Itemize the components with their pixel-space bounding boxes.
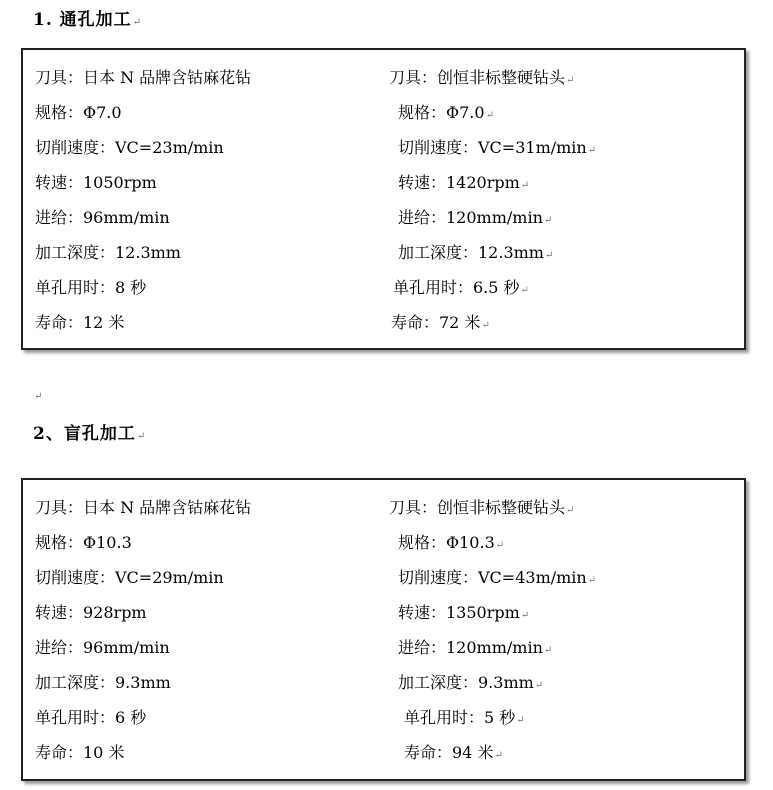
s1-right-speed bbox=[398, 136, 596, 160]
s1-left-life: 寿命：12 米 bbox=[35, 313, 125, 332]
s2-right-time-text: 单孔用时：5 秒 bbox=[404, 708, 516, 727]
paragraph-mark-icon: ↵ bbox=[587, 145, 597, 156]
paragraph-mark-icon: ↵ bbox=[34, 391, 43, 402]
s2-right-feed-text: 进给：120mm/min bbox=[398, 638, 543, 657]
s1-right-life-text: 寿命：72 米 bbox=[391, 313, 481, 332]
paragraph-mark-icon: ↵ bbox=[520, 610, 530, 621]
s2-left-feed: 进给：96mm/min bbox=[35, 638, 170, 657]
s1-left-feed: 进给：96mm/min bbox=[35, 208, 170, 227]
s2-right-depth bbox=[398, 671, 543, 695]
paragraph-mark-icon: ↵ bbox=[566, 505, 575, 516]
s1-left-rpm: 转速：1050rpm bbox=[35, 173, 157, 192]
paragraph-mark-icon: ↵ bbox=[132, 17, 143, 28]
s1-left-time: 单孔用时：8 秒 bbox=[35, 278, 147, 297]
section-2-heading-text: 2、盲孔加工 bbox=[33, 424, 136, 444]
paragraph-mark-icon: ↵ bbox=[544, 250, 554, 261]
s2-right-speed-text: 切削速度：VC=43m/min bbox=[398, 568, 587, 587]
paragraph-mark-icon: ↵ bbox=[543, 645, 553, 656]
s2-left-depth: 加工深度：9.3mm bbox=[35, 673, 171, 692]
s2-right-rpm-text: 转速：1350rpm bbox=[398, 603, 520, 622]
s2-right-speed bbox=[398, 566, 596, 590]
paragraph-mark-icon: ↵ bbox=[136, 431, 147, 442]
s2-right-rpm bbox=[398, 601, 529, 625]
s2-right-life-text: 寿命：94 米 bbox=[404, 743, 494, 762]
s2-right-spec-text: 规格：Φ10.3 bbox=[398, 533, 495, 552]
s2-left-speed: 切削速度：VC=29m/min bbox=[35, 568, 224, 587]
s2-left-spec: 规格：Φ10.3 bbox=[35, 533, 132, 552]
s2-right-depth-text: 加工深度：9.3mm bbox=[398, 673, 534, 692]
s1-right-tool-text: 刀具：创恒非标整硬钻头 bbox=[389, 68, 566, 87]
paragraph-mark-icon: ↵ bbox=[481, 320, 490, 331]
paragraph-mark-icon: ↵ bbox=[520, 285, 529, 296]
s1-left-speed: 切削速度：VC=23m/min bbox=[35, 138, 224, 157]
section-1-heading bbox=[33, 5, 142, 30]
s1-right-depth-text: 加工深度：12.3mm bbox=[398, 243, 544, 262]
s2-right-time bbox=[404, 706, 525, 730]
s1-right-tool bbox=[389, 66, 574, 90]
section-1-spec-box bbox=[21, 48, 746, 350]
s1-left-spec: 规格：Φ7.0 bbox=[35, 103, 122, 122]
s1-right-rpm bbox=[398, 171, 529, 195]
paragraph-mark-icon: ↵ bbox=[543, 215, 553, 226]
s1-left-tool: 刀具：日本 N 品牌含钴麻花钻 bbox=[35, 68, 252, 87]
s2-right-spec bbox=[398, 531, 504, 555]
s2-left-life: 寿命：10 米 bbox=[35, 743, 125, 762]
paragraph-mark-icon: ↵ bbox=[516, 715, 525, 726]
s1-right-life bbox=[391, 311, 490, 335]
paragraph-mark-icon: ↵ bbox=[495, 540, 505, 551]
s1-right-time-text: 单孔用时：6.5 秒 bbox=[393, 278, 520, 297]
s1-left-depth: 加工深度：12.3mm bbox=[35, 243, 181, 262]
s1-right-feed-text: 进给：120mm/min bbox=[398, 208, 543, 227]
paragraph-mark-icon: ↵ bbox=[485, 110, 494, 121]
s1-right-time bbox=[393, 276, 529, 300]
paragraph-mark-icon: ↵ bbox=[534, 680, 544, 691]
s1-right-spec-text: 规格：Φ7.0 bbox=[398, 103, 485, 122]
s1-right-depth bbox=[398, 241, 553, 265]
s2-right-life bbox=[404, 741, 503, 765]
s1-right-spec bbox=[398, 101, 494, 125]
s2-left-time: 单孔用时：6 秒 bbox=[35, 708, 147, 727]
s2-right-tool-text: 刀具：创恒非标整硬钻头 bbox=[389, 498, 566, 517]
section-1-heading-text: 1. 通孔加工 bbox=[33, 10, 132, 30]
s1-right-feed bbox=[398, 206, 552, 230]
s1-right-speed-text: 切削速度：VC=31m/min bbox=[398, 138, 587, 157]
section-2-spec-box bbox=[21, 478, 746, 781]
s2-left-tool: 刀具：日本 N 品牌含钴麻花钻 bbox=[35, 498, 252, 517]
s1-right-rpm-text: 转速：1420rpm bbox=[398, 173, 520, 192]
paragraph-mark-icon: ↵ bbox=[566, 75, 575, 86]
paragraph-mark-icon: ↵ bbox=[587, 575, 597, 586]
s2-right-tool bbox=[389, 496, 574, 520]
section-2-heading bbox=[33, 419, 146, 444]
s2-right-feed bbox=[398, 636, 552, 660]
paragraph-mark-icon: ↵ bbox=[520, 180, 530, 191]
s2-left-rpm: 转速：928rpm bbox=[35, 603, 147, 622]
paragraph-mark-icon: ↵ bbox=[494, 750, 503, 761]
empty-paragraph bbox=[33, 384, 42, 403]
